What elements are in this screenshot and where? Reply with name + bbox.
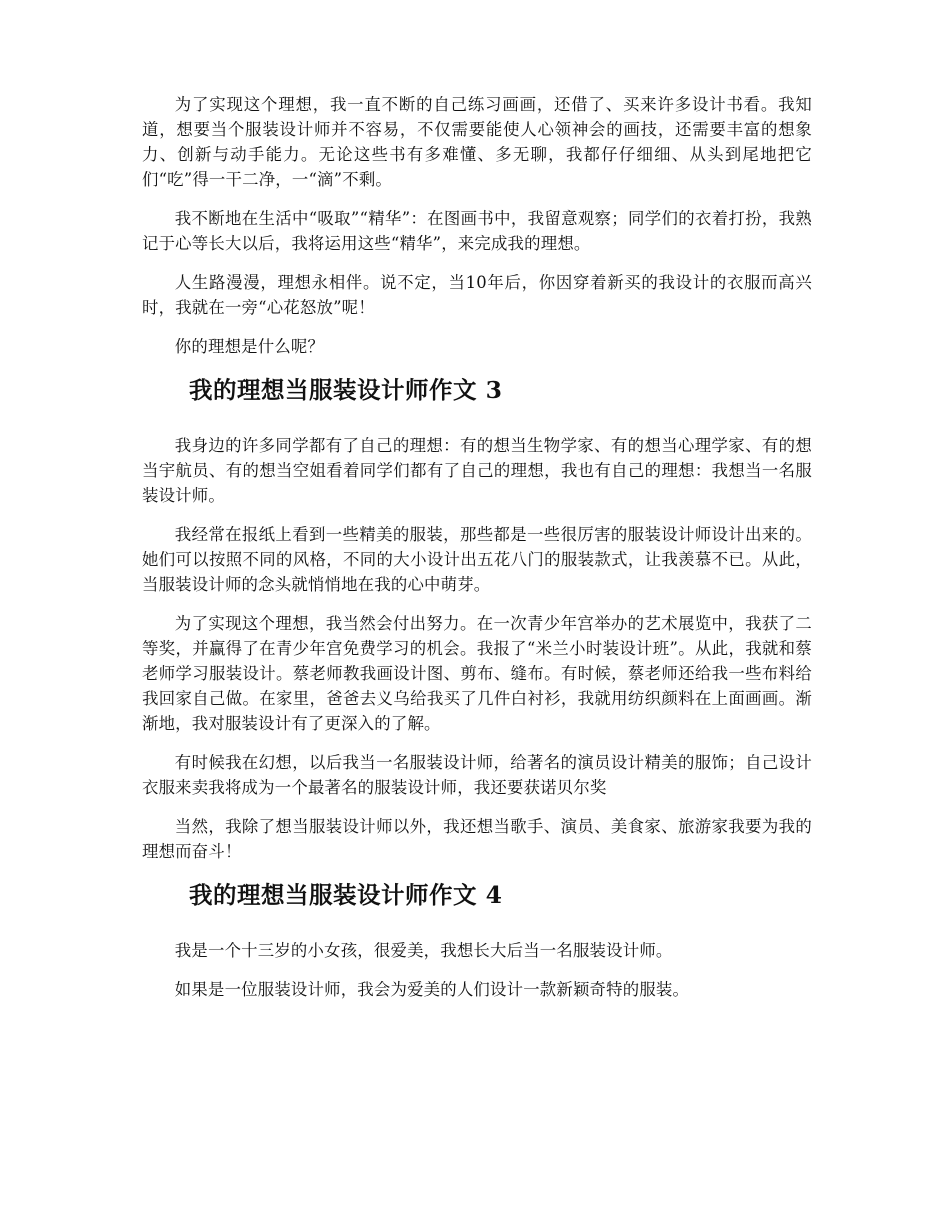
section-heading-4: 我的理想当服装设计师作文 4	[189, 881, 503, 909]
paragraph: 有时候我在幻想，以后我当一名服装设计师，给著名的演员设计精美的服饰；自己设计衣服来卖我将成为一个最著名的服装设计师，我还要获诺贝尔奖	[142, 753, 812, 797]
paragraph: 我是一个十三岁的小女孩，很爱美，我想长大后当一名服装设计师。	[174, 941, 673, 960]
paragraph: 我经常在报纸上看到一些精美的服装，那些都是一些很厉害的服装设计师设计出来的。她们可以按照不同的风格，不同的大小设计出五花八门的服装款式，让我羡慕不已。从此，当服装设计师的念头就悄悄地在我的心中萌芽。	[142, 525, 812, 594]
section-heading-3: 我的理想当服装设计师作文 3	[189, 376, 503, 404]
paragraph: 你的理想是什么呢？	[174, 337, 325, 356]
document-page	[142, 92, 812, 1016]
paragraph: 如果是一位服装设计师，我会为爱美的人们设计一款新颖奇特的服装。	[174, 980, 690, 999]
paragraph: 我不断地在生活中“吸取”“精华”：在图画书中，我留意观察；同学们的衣着打扮，我熟记于心等长大以后，我将运用这些“精华”，来完成我的理想。	[142, 209, 812, 253]
paragraph: 为了实现这个理想，我一直不断的自己练习画画，还借了、买来许多设计书看。我知道，想要当个服装设计师并不容易，不仅需要能使人心领神会的画技，还需要丰富的想象力、创新与动手能力。无论这些书有多难懂、多无聊，我都仔仔细细、从头到尾地把它们“吃”得一干二净，一“滴”不剩。	[142, 95, 812, 189]
paragraph: 为了实现这个理想，我当然会付出努力。在一次青少年宫举办的艺术展览中，我获了二等奖，并赢得了在青少年宫免费学习的机会。我报了“米兰小时装设计班”。从此，我就和蔡老师学习服装设计。蔡老师教我画设计图、剪布、缝布。有时候，蔡老师还给我一些布料给我回家自己做。在家里，爸爸去义乌给我买了几件白衬衫，我就用纺织颜料在上面画画。渐渐地，我对服装设计有了更深入的了解。	[142, 614, 812, 733]
paragraph: 当然，我除了想当服装设计师以外，我还想当歌手、演员、美食家、旅游家我要为我的理想而奋斗！	[142, 817, 812, 861]
paragraph: 我身边的许多同学都有了自己的理想：有的想当生物学家、有的想当心理学家、有的想当宇航员、有的想当空姐看着同学们都有了自己的理想，我也有自己的理想：我想当一名服装设计师。	[142, 436, 812, 505]
paragraph: 人生路漫漫，理想永相伴。说不定，当10年后，你因穿着新买的我设计的衣服而高兴时，我就在一旁“心花怒放”呢！	[142, 273, 812, 317]
